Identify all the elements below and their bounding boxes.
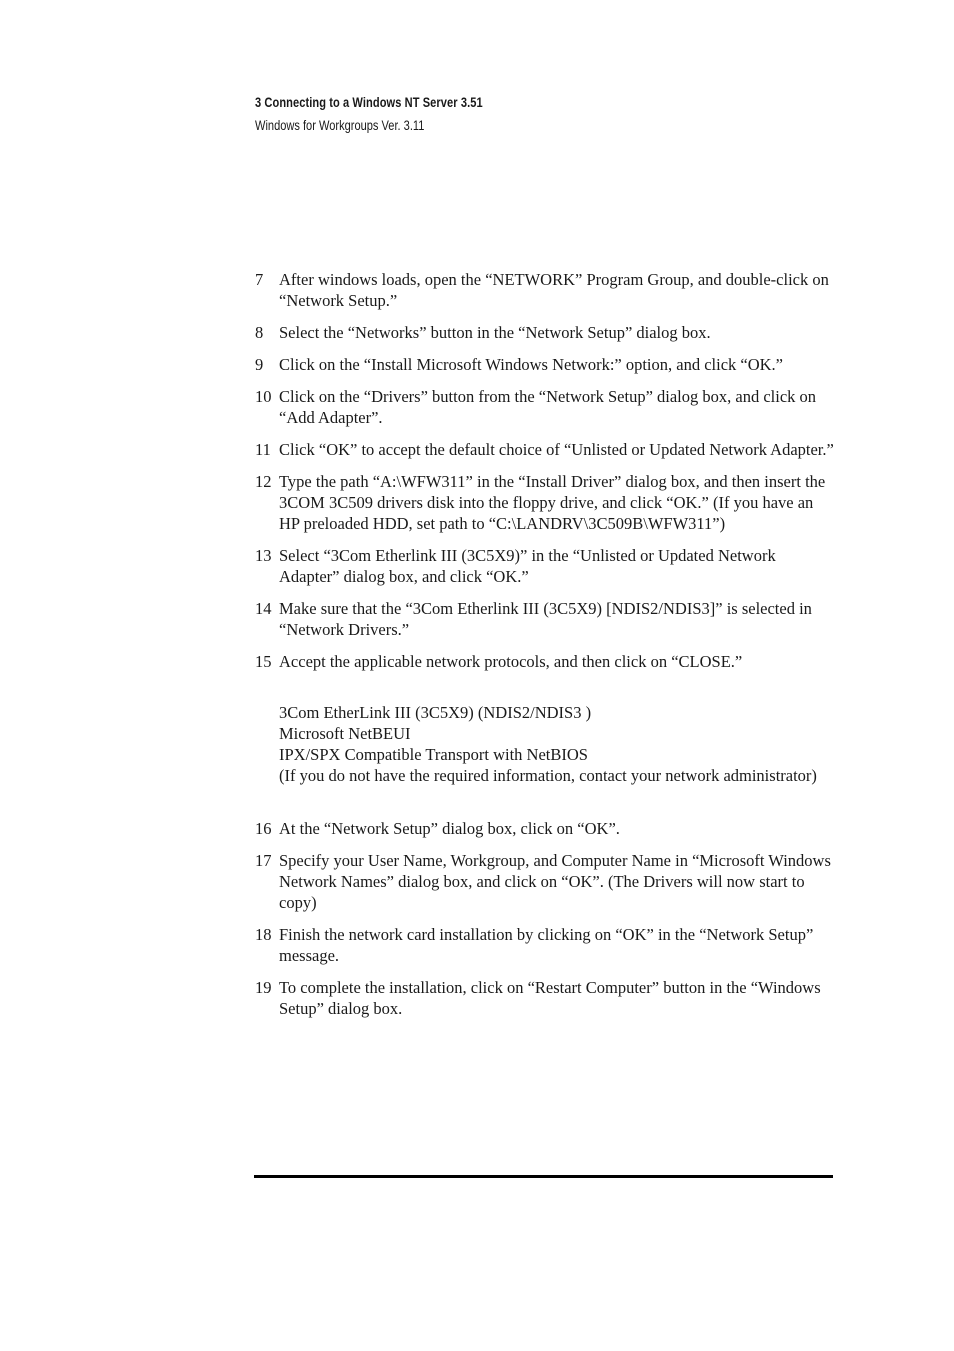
step-number: 19 <box>255 978 272 997</box>
step-9 <box>255 354 835 375</box>
step-15 <box>255 651 835 672</box>
step-text: Make sure that the “3Com Etherlink III (3C5X9) [NDIS2/NDIS3]” is selected in “Network Drivers.” <box>279 599 812 639</box>
step-text: Click on the “Install Microsoft Windows Network:” option, and click “OK.” <box>279 355 784 374</box>
installation-steps <box>255 269 835 1030</box>
protocol-item: 3Com EtherLink III (3C5X9) (NDIS2/NDIS3 ) <box>279 703 592 722</box>
step-13 <box>255 545 835 587</box>
step-text: Select “3Com Etherlink III (3C5X9)” in the “Unlisted or Updated Network Adapter” dialog box, and click “OK.” <box>279 546 776 586</box>
step-number: 16 <box>255 819 272 838</box>
step-number: 12 <box>255 472 272 491</box>
step-number: 13 <box>255 546 272 565</box>
step-18 <box>255 924 835 966</box>
step-text: Click “OK” to accept the default choice of “Unlisted or Updated Network Adapter.” <box>279 440 834 459</box>
step-number: 7 <box>255 270 264 289</box>
step-text: Specify your User Name, Workgroup, and Computer Name in “Microsoft Windows Network Names” dialog box, and click on “OK”. (The Drivers will now start to copy) <box>279 851 831 912</box>
step-10 <box>255 386 835 428</box>
footer-rule <box>254 1175 833 1178</box>
step-text: Select the “Networks” button in the “Network Setup” dialog box. <box>279 323 711 342</box>
protocol-item: IPX/SPX Compatible Transport with NetBIOS <box>279 745 588 764</box>
step-text: To complete the installation, click on “Restart Computer” button in the “Windows Setup” dialog box. <box>279 978 821 1018</box>
step-number: 18 <box>255 925 272 944</box>
step-number: 8 <box>255 323 264 342</box>
step-17 <box>255 850 835 913</box>
running-header <box>255 94 483 135</box>
chapter-title: 3 Connecting to a Windows NT Server 3.51 <box>255 95 483 110</box>
step-11 <box>255 439 835 460</box>
step-text: At the “Network Setup” dialog box, click on “OK”. <box>279 819 620 838</box>
step-16 <box>255 818 835 839</box>
step-text: After windows loads, open the “NETWORK” Program Group, and double-click on “Network Setup.” <box>279 270 829 310</box>
step-12 <box>255 471 835 534</box>
step-text: Type the path “A:\WFW311” in the “Install Driver” dialog box, and then insert the 3COM 3C509 drivers disk into the floppy drive, and click “OK.” (If you have an HP preloaded HDD, set path to “C:\LANDRV\3C509B\WFW311”) <box>279 472 826 533</box>
step-number: 14 <box>255 599 272 618</box>
step-number: 15 <box>255 652 272 671</box>
step-number: 17 <box>255 851 272 870</box>
protocol-item: Microsoft NetBEUI <box>279 724 411 743</box>
step-text: Click on the “Drivers” button from the “Network Setup” dialog box, and click on “Add Adapter”. <box>279 387 817 427</box>
protocol-list <box>255 702 835 786</box>
step-8 <box>255 322 835 343</box>
step-number: 11 <box>255 440 271 459</box>
section-subtitle: Windows for Workgroups Ver. 3.11 <box>255 118 425 133</box>
step-14 <box>255 598 835 640</box>
step-number: 9 <box>255 355 264 374</box>
step-text: Finish the network card installation by clicking on “OK” in the “Network Setup” message. <box>279 925 814 965</box>
protocol-note: (If you do not have the required information, contact your network administrator) <box>279 766 817 785</box>
step-19 <box>255 977 835 1019</box>
step-number: 10 <box>255 387 272 406</box>
step-text: Accept the applicable network protocols, and then click on “CLOSE.” <box>279 652 743 671</box>
step-7 <box>255 269 835 311</box>
